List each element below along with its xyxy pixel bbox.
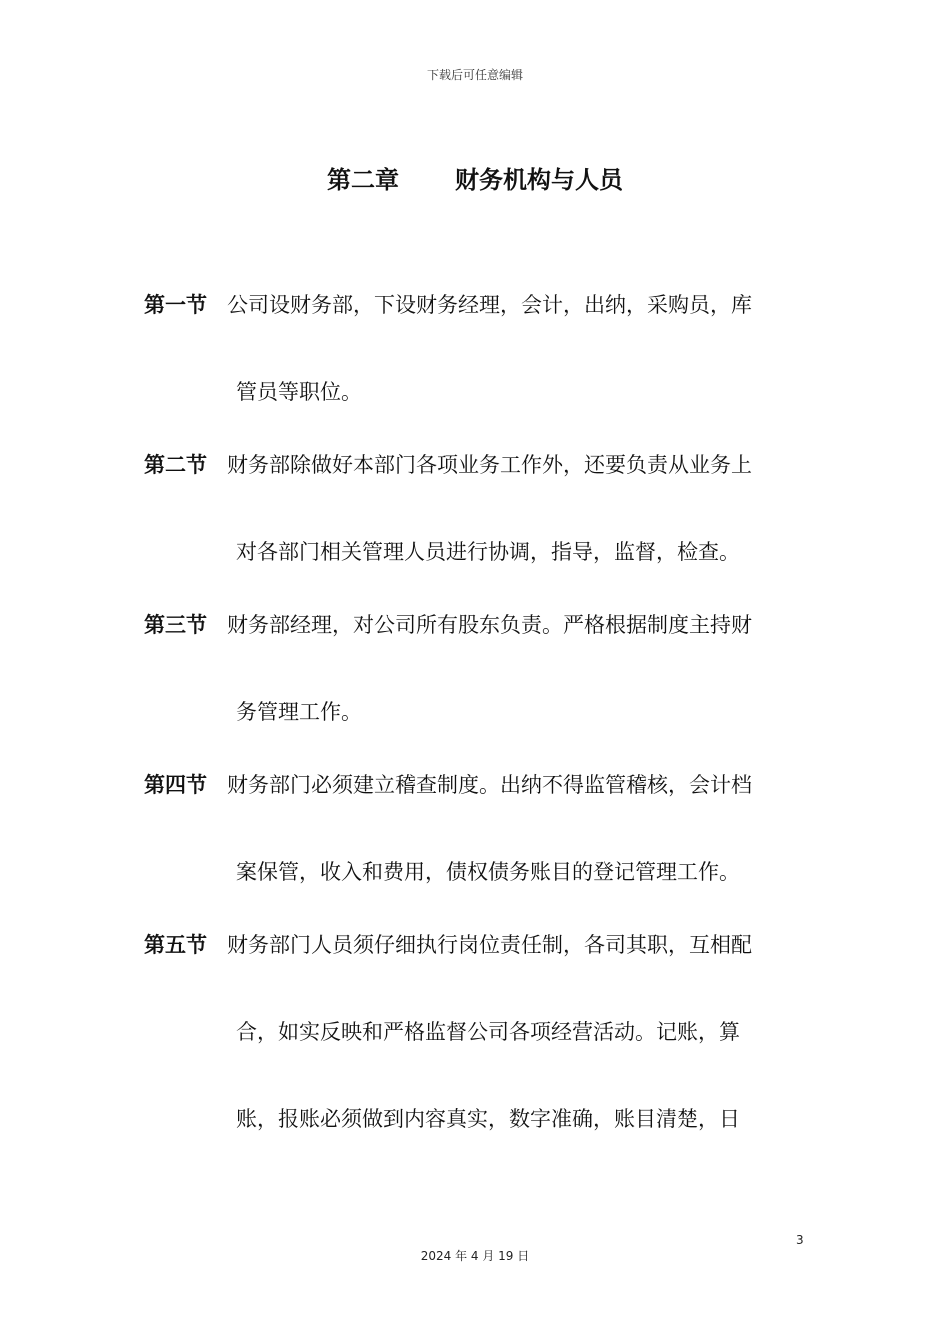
chapter-name: 财务机构与人员 (455, 165, 623, 194)
chapter-title (0, 160, 950, 195)
section-label: 第二节 (144, 453, 207, 477)
chapter-number: 第二章 (327, 165, 399, 194)
section-label: 第一节 (144, 293, 207, 317)
section-label: 第五节 (144, 933, 207, 957)
section-text-line: 账，报账必须做到内容真实，数字准确，账目清楚，日 (236, 1107, 740, 1131)
section-text-line: 公司设财务部，下设财务经理，会计，出纳，采购员，库 (227, 293, 752, 317)
footer-date: 2024 年 4 月 19 日 (420, 1249, 530, 1263)
section-text-line: 务管理工作。 (236, 700, 362, 724)
section-text-line: 合，如实反映和严格监督公司各项经营活动。记账，算 (236, 1020, 740, 1044)
section-label: 第三节 (144, 613, 207, 637)
page-number: 3 (796, 1233, 804, 1247)
section-text-line: 财务部经理，对公司所有股东负责。严格根据制度主持财 (227, 613, 752, 637)
section-text-line: 对各部门相关管理人员进行协调，指导，监督，检查。 (236, 540, 740, 564)
section-text-line: 管员等职位。 (236, 380, 362, 404)
section-text-line: 财务部门必须建立稽查制度。出纳不得监管稽核，会计档 (227, 773, 752, 797)
section-text-line: 财务部除做好本部门各项业务工作外，还要负责从业务上 (227, 453, 752, 477)
page-header: 下载后可任意编辑 (426, 68, 523, 82)
section-label: 第四节 (144, 773, 207, 797)
section-text-line: 财务部门人员须仔细执行岗位责任制，各司其职，互相配 (227, 933, 752, 957)
section-text-line: 案保管，收入和费用，债权债务账目的登记管理工作。 (236, 860, 740, 884)
